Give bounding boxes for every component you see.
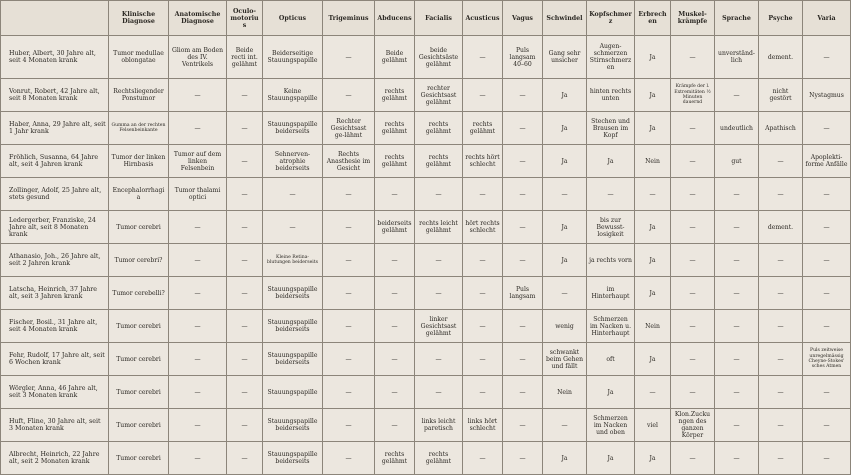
table-cell: rechts hört schlecht [463,145,503,178]
table-cell: Schmerzen im Nacken u. Hinterhaupt [587,310,635,343]
table-cell: — [759,376,803,409]
table-cell: Nystagmus [803,79,851,112]
table-cell: Tumor der linken Hirnbasis [109,145,169,178]
table-cell: — [227,145,263,178]
table-cell: Tumor cerebri [109,442,169,475]
table-cell: gut [715,145,759,178]
table-cell: rechts gelähmt [415,145,463,178]
table-cell: Stauungspapille beiderseits [263,343,323,376]
table-cell: Tumor cerebri? [109,244,169,277]
table-cell: — [169,310,227,343]
table-cell: — [759,442,803,475]
table-cell: Nein [543,376,587,409]
table-cell: dement. [759,36,803,79]
table-cell: Stauungspapille beiderseits [263,277,323,310]
patient-name-cell: Fischer, Bosil., 31 Jahre alt, seit 4 Monaten krank [1,310,109,343]
table-cell: — [671,36,715,79]
table-cell: Ja [543,442,587,475]
table-cell: Stauungspapille [263,376,323,409]
table-cell: Nein [635,310,671,343]
table-cell: — [803,376,851,409]
table-cell: Ja [587,145,635,178]
table-cell: — [671,442,715,475]
table-cell: Puls langsam [503,277,543,310]
table-cell: — [803,442,851,475]
table-cell: Ja [543,211,587,244]
table-cell: Encephalorrhagia [109,178,169,211]
table-cell: Ja [635,211,671,244]
column-header: Vagus [503,1,543,36]
table-cell: ja rechts vorn [587,244,635,277]
table-cell: — [169,409,227,442]
patient-name-cell: Wörgler, Anna, 46 Jahre alt, seit 3 Monaten krank [1,376,109,409]
table-cell: — [503,145,543,178]
table-cell: Rechtsliegender Ponstumor [109,79,169,112]
table-cell: Ja [635,442,671,475]
table-body [1,36,851,475]
table-cell: Rechts Anasthesie im Gesicht [323,145,375,178]
table-cell: Keine Stauungspapille [263,79,323,112]
patient-name-cell: Haber, Anna, 29 Jahre alt, seit 1 Jahr krank [1,112,109,145]
table-cell: — [227,211,263,244]
table-cell: — [323,79,375,112]
patient-name-cell: Athanasio, Joh., 26 Jahre alt, seit 2 Jahren krank [1,244,109,277]
table-cell: — [463,244,503,277]
table-cell: links leicht paretisch [415,409,463,442]
table-cell: — [635,178,671,211]
table-cell: hört rechts schlecht [463,211,503,244]
table-cell: Ja [635,36,671,79]
table-cell: oft [587,343,635,376]
table-cell: wenig [543,310,587,343]
table-cell: — [503,244,543,277]
table-row [1,79,851,112]
table-cell: — [503,112,543,145]
table-cell: Ja [543,79,587,112]
table-cell: beide Gesichtsäste gelähmt [415,36,463,79]
table-cell: Ja [635,79,671,112]
table-cell: — [503,178,543,211]
patient-name-cell: Zollinger, Adolf, 25 Jahre alt, stets gesund [1,178,109,211]
column-header [1,1,109,36]
column-header: Abducens [375,1,415,36]
table-cell: — [463,310,503,343]
column-header: Anatomische Diagnose [169,1,227,36]
table-cell: undeutlich [715,112,759,145]
table-cell: — [463,442,503,475]
table-cell: — [375,277,415,310]
table-cell: Ja [543,244,587,277]
table-cell: Stauungspapille beiderseits [263,310,323,343]
table-cell: — [759,244,803,277]
table-cell: links hört schlecht [463,409,503,442]
table-cell: Stauungspapille beiderseits [263,112,323,145]
table-cell: Ja [635,244,671,277]
table-cell: — [375,178,415,211]
table-cell: — [503,79,543,112]
column-header: Schwindel [543,1,587,36]
table-cell: rechts leicht gelähmt [415,211,463,244]
table-cell: — [759,310,803,343]
table-cell: Beide gelähmt [375,36,415,79]
table-cell: — [463,277,503,310]
patient-name-cell: Latscha, Heinrich, 37 Jahre alt, seit 3 Jahren krank [1,277,109,310]
table-cell: — [169,211,227,244]
table-cell: linker Gesichtsast gelähmt [415,310,463,343]
table-cell: — [803,112,851,145]
table-cell: — [543,409,587,442]
table-cell: rechts gelähmt [415,442,463,475]
column-header: Muskel-krämpfe [671,1,715,36]
table-cell: — [803,36,851,79]
table-cell: Tumor auf dem linken Felsenbein [169,145,227,178]
table-cell: — [323,343,375,376]
table-cell: — [671,277,715,310]
table-cell: — [671,178,715,211]
table-cell: — [375,409,415,442]
table-cell: — [375,376,415,409]
table-row [1,178,851,211]
table-cell: — [323,376,375,409]
table-cell: — [715,178,759,211]
patient-name-cell: Vonrut, Robert, 42 Jahre alt, seit 8 Monaten krank [1,79,109,112]
table-cell: unverständ-lich [715,36,759,79]
column-header: Opticus [263,1,323,36]
table-cell: — [227,442,263,475]
column-header: Psyche [759,1,803,36]
column-header: Erbrechen [635,1,671,36]
table-cell: Tumor thalami optici [169,178,227,211]
column-header: Oculo-motorius [227,1,263,36]
table-cell: — [463,178,503,211]
table-cell: Ja [635,343,671,376]
table-cell: — [671,145,715,178]
table-cell: — [759,145,803,178]
table-cell: — [671,112,715,145]
table-cell: rechts gelähmt [375,145,415,178]
table-cell: rechts gelähmt [375,442,415,475]
table-row [1,244,851,277]
table-cell: rechts gelähmt [415,112,463,145]
table-row [1,409,851,442]
table-cell: Apoplekti-forme Anfälle [803,145,851,178]
table-row [1,277,851,310]
table-cell: — [169,112,227,145]
header-row [1,1,851,36]
table-cell: — [323,36,375,79]
patient-name-cell: Fehr, Rudolf, 17 Jahre alt, seit 6 Wochen krank [1,343,109,376]
table-cell: — [323,178,375,211]
table-cell: — [227,376,263,409]
table-cell: — [715,343,759,376]
table-cell: — [503,211,543,244]
table-cell: — [415,343,463,376]
table-cell: — [671,376,715,409]
table-cell: Ja [543,112,587,145]
table-cell: Ja [587,376,635,409]
table-cell: — [587,178,635,211]
table-cell: — [169,79,227,112]
table-cell: Puls langsam 40–60 [503,36,543,79]
table-cell: Nein [635,145,671,178]
table-cell: — [715,409,759,442]
table-row [1,112,851,145]
table-cell: Tumor cerebri [109,343,169,376]
table-cell: — [169,244,227,277]
table-cell: — [715,211,759,244]
table-cell: rechts gelähmt [375,112,415,145]
table-cell: — [415,376,463,409]
table-cell: Gumma an der rechten Felsenbeinkante [109,112,169,145]
table-cell: — [635,376,671,409]
table-cell: — [415,178,463,211]
table-cell: — [503,376,543,409]
table-cell: — [671,211,715,244]
table-cell: Beide recti int. gelähmt [227,36,263,79]
patient-name-cell: Ledergerber, Franziske, 24 Jahre alt, seit 8 Monaten krank [1,211,109,244]
table-cell: viel [635,409,671,442]
table-cell: Stechen und Brausen im Kopf [587,112,635,145]
column-header: Trigeminus [323,1,375,36]
patient-name-cell: Huber, Albert, 30 Jahre alt, seit 4 Monaten krank [1,36,109,79]
table-cell: — [323,442,375,475]
table-cell: — [323,244,375,277]
patient-name-cell: Huft, Fline, 30 Jahre alt, seit 3 Monaten krank [1,409,109,442]
table-cell: Sehnerven-atrophie beiderseits [263,145,323,178]
table-cell: — [375,343,415,376]
table-cell: rechts gelähmt [463,112,503,145]
table-cell: — [323,409,375,442]
table-cell: — [169,343,227,376]
table-cell: Puls zeitweise unregelmässig Cheyne-Stokes' sches Atmen [803,343,851,376]
table-cell: — [759,343,803,376]
table-cell: Tumor cerebri [109,310,169,343]
table-cell: — [503,442,543,475]
column-header: Facialis [415,1,463,36]
table-cell: — [463,343,503,376]
table-cell: — [671,343,715,376]
table-cell: — [671,310,715,343]
table-cell: Stauungspapille beiderseits [263,442,323,475]
table-row [1,145,851,178]
column-header: Acusticus [463,1,503,36]
table-cell: Tumor cerebri [109,211,169,244]
table-cell: — [715,442,759,475]
table-cell: — [227,409,263,442]
table-cell: — [803,277,851,310]
table-cell: — [715,376,759,409]
table-cell: Gang sehr unsicher [543,36,587,79]
table-cell: — [323,211,375,244]
table-cell: Krämpfe der l. Extremitäten ½ Minuten dauernd [671,79,715,112]
table-cell: Ja [543,145,587,178]
table-cell: Ja [635,277,671,310]
table-cell: Kleine Retina-blutungen beiderseits [263,244,323,277]
table-cell: — [323,310,375,343]
table-cell: — [715,277,759,310]
table-cell: — [169,376,227,409]
table-cell: — [759,409,803,442]
table-cell: — [759,178,803,211]
table-row [1,36,851,79]
table-cell: Apathisch [759,112,803,145]
table-cell: — [715,79,759,112]
table-cell: — [759,277,803,310]
table-cell: dement. [759,211,803,244]
table-cell: im Hinterhaupt [587,277,635,310]
table-cell: Ja [587,442,635,475]
table-cell: Tumor cerebri [109,409,169,442]
table-cell: beiderseits gelähmt [375,211,415,244]
table-cell: Beiderseitige Stauungspapille [263,36,323,79]
table-cell: nicht gestört [759,79,803,112]
table-cell: — [715,244,759,277]
table-row [1,310,851,343]
table-cell: Tumor cerebri [109,376,169,409]
table-cell: — [503,343,543,376]
column-header: Sprache [715,1,759,36]
table-row [1,442,851,475]
table-cell: — [543,178,587,211]
table-row [1,343,851,376]
table-cell: Gliom am Boden des IV. Ventrikels [169,36,227,79]
table-cell: — [375,310,415,343]
table-cell: — [227,343,263,376]
table-cell: — [227,244,263,277]
table-cell: — [803,310,851,343]
table-cell: — [671,244,715,277]
table-cell: rechter Gesichtsast gelähmt [415,79,463,112]
table-row [1,376,851,409]
column-header: Varia [803,1,851,36]
table-cell: — [803,244,851,277]
table-cell: Stauungspapille beiderseits [263,409,323,442]
table-cell: — [715,310,759,343]
table-cell: — [463,376,503,409]
table-row [1,211,851,244]
table-cell: rechts gelähmt [375,79,415,112]
table-cell: — [227,79,263,112]
table-cell: — [803,409,851,442]
table-cell: — [463,36,503,79]
patient-name-cell: Albrecht, Heinrich, 22 Jahre alt, seit 2 Monaten krank [1,442,109,475]
table-cell: — [503,409,543,442]
table-cell: — [803,211,851,244]
table-cell: bis zur Bewusst-losigkeit [587,211,635,244]
table-cell: — [503,310,543,343]
table-cell: — [227,310,263,343]
table-cell: — [415,277,463,310]
table-cell: — [463,79,503,112]
column-header: Klinische Diagnose [109,1,169,36]
table-cell: Ja [635,112,671,145]
table-cell: — [263,178,323,211]
table-cell: — [415,244,463,277]
column-header: Kopfschmerz [587,1,635,36]
table-cell: — [227,112,263,145]
table-cell: Tumor cerebelli? [109,277,169,310]
table-cell: — [263,211,323,244]
table-cell: — [323,277,375,310]
table-cell: — [227,277,263,310]
table-cell: — [169,277,227,310]
table-cell: Schmerzen im Nacken und oben [587,409,635,442]
table-cell: — [375,244,415,277]
table-cell: — [803,178,851,211]
table-cell: schwankt beim Gehen und fällt [543,343,587,376]
table-cell: Augen-schmerzen Stirnschmerzen [587,36,635,79]
table-cell: hinten rechts unten [587,79,635,112]
table-cell: — [543,277,587,310]
table-cell: — [169,442,227,475]
table-cell: Klon.Zuckungen des ganzen Körper [671,409,715,442]
table-cell: Tumor medullae oblongatae [109,36,169,79]
table-cell: Rechter Gesichtsast ge-lähmt [323,112,375,145]
table-cell: — [227,178,263,211]
patient-name-cell: Fröhlich, Susanna, 64 Jahre alt, seit 4 Jahren krank [1,145,109,178]
